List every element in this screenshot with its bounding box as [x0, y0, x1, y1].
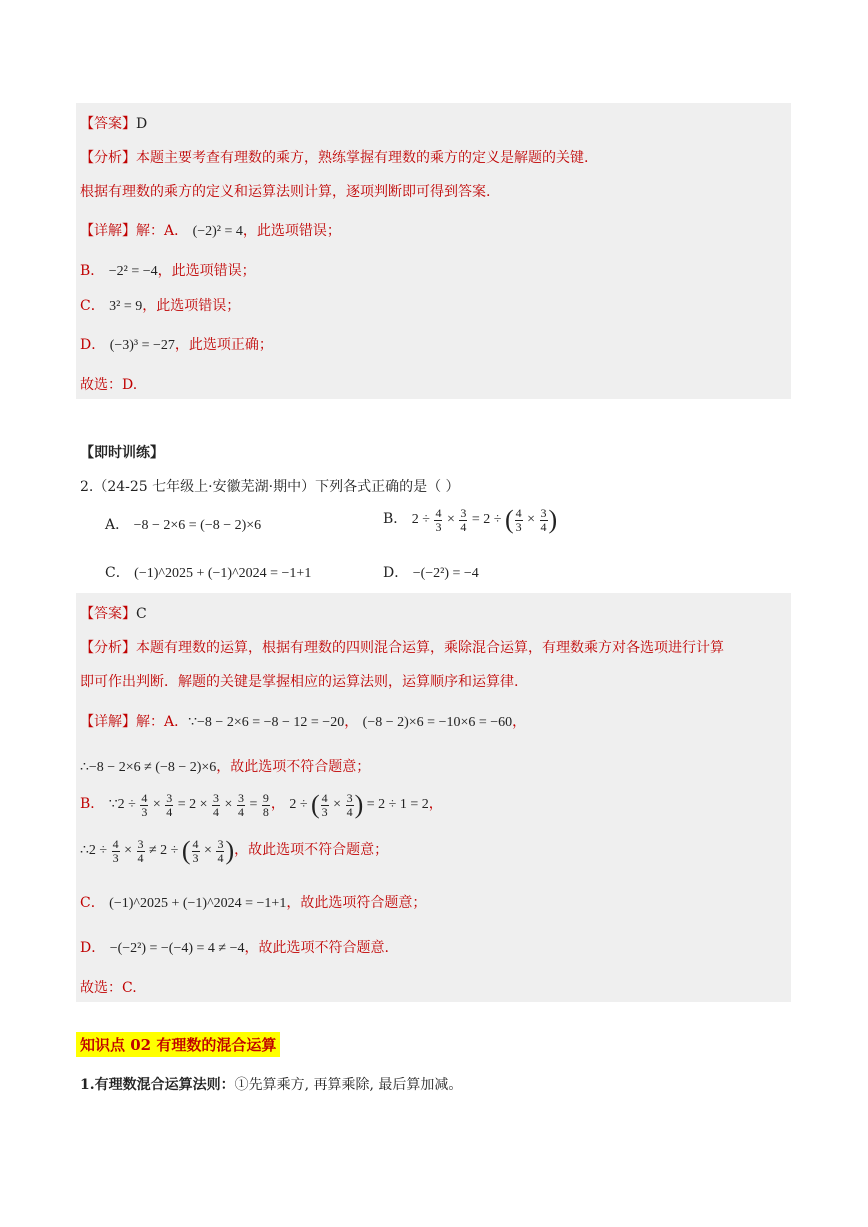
training-heading: 【即时训练】 [80, 445, 164, 461]
detail-line-b: B． −2² = −4，此选项错误； [80, 263, 256, 279]
section-title: 知识点 02 有理数的混合运算 [76, 1032, 280, 1057]
detail-q2-b2: ∴2 ÷ $\frac{4}{3}$ × $\frac{3}{4}$ ≠ 2 ÷ ( $\frac{4}{3}$ × $\frac{3}{4}$ )，故此选项不符合题意； [80, 836, 389, 865]
detail-line-a: 【详解】解：A． (−2)² = 4，此选项错误； [80, 223, 341, 239]
conclusion-line: 故选：D. [80, 377, 138, 393]
analysis-line: 【分析】本题主要考查有理数的乘方，熟练掌握有理数的乘方的定义是解题的关键. [80, 150, 589, 166]
option-c: C． (−1)^2025 + (−1)^2024 = −1+1 [105, 565, 312, 581]
detail-q2-b: B． ∵2 ÷ $\frac{4}{3}$ × $\frac{3}{4}$ = 2 × $\frac{3}{4}$ × $\frac{3}{4}$ = $\frac{9}{8}$ ， 2 ÷ ( $\frac{4}{3}$ × $\frac{3}{4}$ ) = 2 ÷ 1 = 2， [80, 790, 443, 819]
detail-q2-a: 【详解】解：A．∵−8 − 2×6 = −8 − 12 = −20， (−8 − 2)×6 = −10×6 = −60， [80, 714, 527, 730]
option-a: A． −8 − 2×6 = (−8 − 2)×6 [105, 517, 262, 533]
conclusion-line-2: 故选：C. [80, 980, 137, 996]
detail-q2-a2: ∴−8 − 2×6 ≠ (−8 − 2)×6，故此选项不符合题意； [80, 759, 371, 775]
detail-q2-c: C． (−1)^2025 + (−1)^2024 = −1+1，故此选项符合题意； [80, 895, 427, 911]
option-b: B． 2 ÷ $\frac{4}{3}$ × $\frac{3}{4}$ = 2 ÷ ( $\frac{4}{3}$ × $\frac{3}{4}$ ) [383, 505, 558, 534]
question-stem: 2.（24-25 七年级上·安徽芜湖·期中）下列各式正确的是（ ） [80, 479, 460, 495]
analysis-line-2: 根据有理数的乘方的定义和运算法则计算，逐项判断即可得到答案. [80, 184, 491, 200]
answer-line: 【答案】D [80, 116, 148, 132]
answer-line-2: 【答案】C [80, 606, 147, 622]
detail-q2-d: D． −(−2²) = −(−4) = 4 ≠ −4，故此选项不符合题意. [80, 940, 389, 956]
detail-line-c: C． 3² = 9，此选项错误； [80, 298, 241, 314]
analysis-line-q2-2: 即可作出判断．解题的关键是掌握相应的运算法则，运算顺序和运算律. [80, 674, 519, 690]
option-d: D． −(−2²) = −4 [383, 565, 479, 581]
detail-line-d: D． (−3)³ = −27，此选项正确； [80, 337, 273, 353]
rule-line: 1.有理数混合运算法则：①先算乘方, 再算乘除, 最后算加减。 [80, 1077, 463, 1093]
analysis-line-q2: 【分析】本题有理数的运算，根据有理数的四则混合运算，乘除混合运算，有理数乘方对各选项进行计算 [80, 640, 724, 656]
